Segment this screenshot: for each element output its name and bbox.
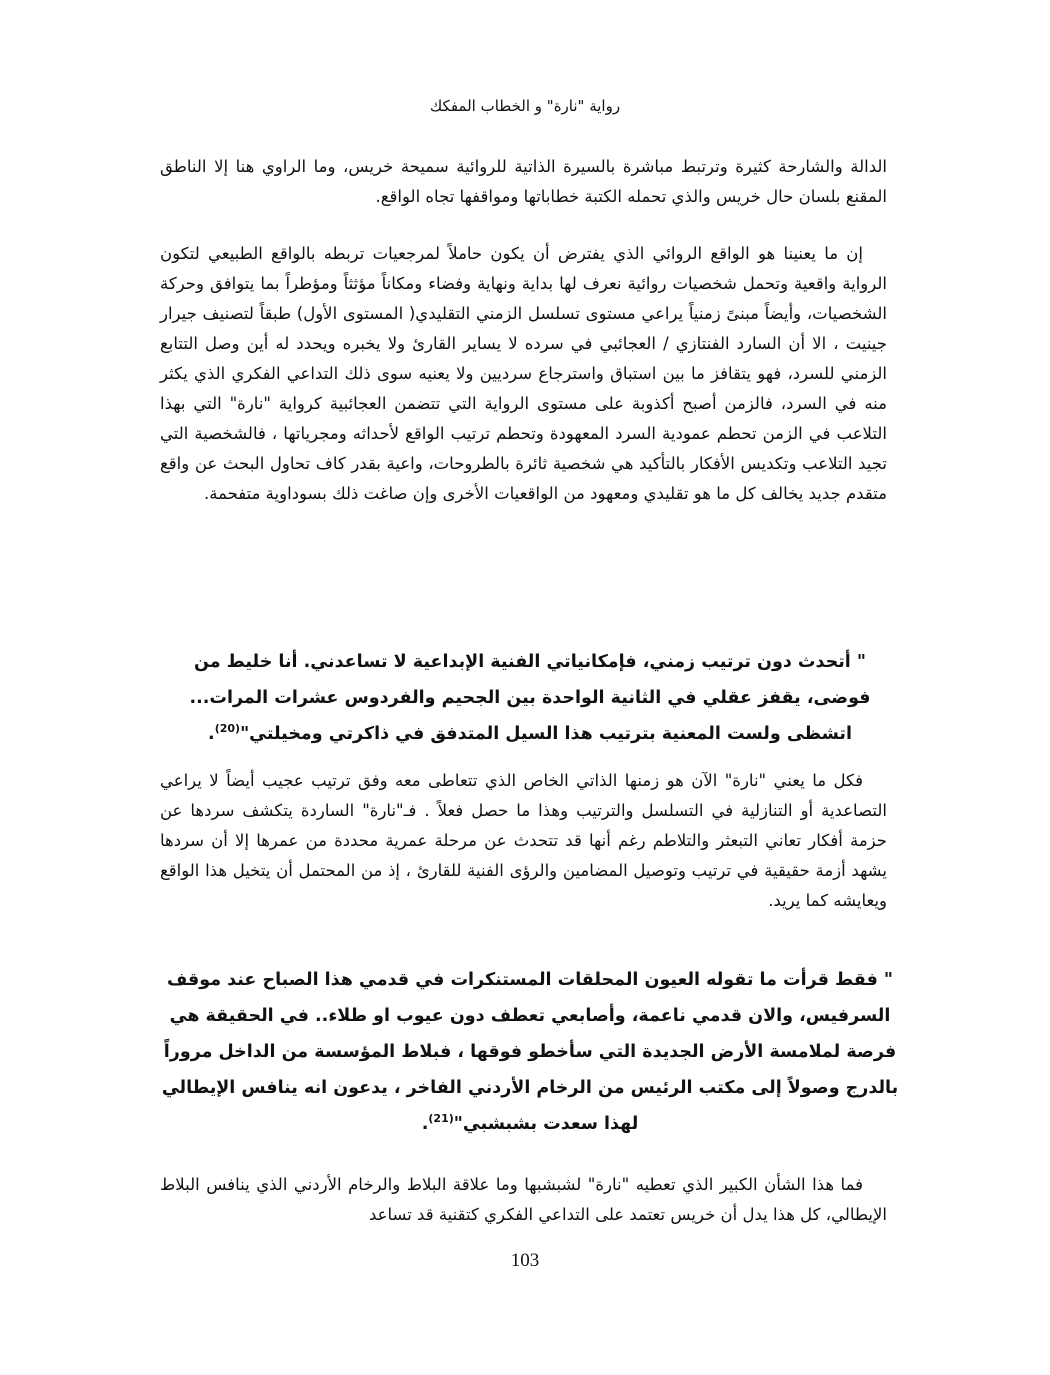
paragraph-block-1 (160, 152, 887, 212)
quote-end-mark: . (208, 724, 215, 744)
footnote-ref-20: (20) (214, 722, 241, 736)
quote-end-mark: . (421, 1114, 429, 1134)
block-quote-20 (160, 644, 900, 752)
paragraph-block-4 (160, 1170, 887, 1230)
page-number: 103 (510, 1250, 540, 1271)
paragraph-continued: الدالة والشارحة كثيرة وترتبط مباشرة بالسيرة الذاتية للروائية سميحة خريس، وما الراوي هنا إلا الناطق المقنع بلسان حال خريس والذي تحمله الكتبة خطاباتها ومواقفها تجاه الواقع. (160, 157, 887, 206)
quote-text: " أتحدث دون ترتيب زمني، فإمكانياتي الفنية الإبداعية لا تساعدني. أنا خليط من فوضى، يقفز عقلي في الثانية الواحدة بين الجحيم والفردوس عشرات المرات... اتشظى ولست المعنية بترتيب هذا السيل المتدفق في ذاكرتي ومخيلتي" (189, 652, 871, 744)
paragraph: إن ما يعنينا هو الواقع الروائي الذي يفترض أن يكون حاملاً لمرجعيات تربطه بالواقع الطبيعي لتكون الرواية واقعية وتحمل شخصيات روائية نعرف لها بداية ونهاية وفضاء ومكاناً مؤثثاً ومؤطراً بما يتوافق وحركة الشخصيات، وأيضاً مبنىً زمنياً يراعي مستوى تسلسل الزمني التقليدي( المستوى الأول) طبقاً لتصنيف جيرار جينيت ، الا أن السارد الفنتازي / العجائبي في سرده لا يساير القارئ ولا يخبره ويحدد له أين وصل التتابع الزمني للسرد، فهو يتقافز ما بين استباق واسترجاع سرديين ولا يعنيه سوى ذلك التداعي الفكري الذي يكثر منه في السرد، فالزمن أصبح أكذوبة على مستوى الرواية التي تتضمن العجائبية كرواية "نارة" التي بهذا التلاعب في الزمن تحطم عمودية السرد المعهودة وتحطم ترتيب الواقع لأحداثه ومجرياتها ، فالشخصية التي تجيد التلاعب وتكديس الأفكار بالتأكيد هي شخصية ثائرة بالطروحات، واعية بقدر كاف تحاول البحث عن واقع متقدم جديد يخالف كل ما هو تقليدي ومعهود من الواقعيات الأخرى وإن صاغت ذلك بسوداوية متفحمة. (160, 244, 887, 503)
footnote-ref-21: (21) (428, 1112, 454, 1126)
quote-text: " فقط قرأت ما تقوله العيون المحلقات المستنكرات في قدمي هذا الصباح عند موقف السرفيس، والان قدمي ناعمة، وأصابعي تعطف دون عيوب او طلاء.. في الحقيقة هي فرصة لملامسة الأرض الجديدة التي سأخطو فوقها ، فبلاط المؤسسة من الداخل مروراً بالدرج وصولاً إلى مكتب الرئيس من الرخام الأردني الفاخر ، يدعون انه ينافس الإيطالي لهذا سعدت بشبشبي" (161, 970, 899, 1134)
running-header: رواية "نارة" و الخطاب المفكك (429, 97, 621, 115)
paragraph-block-2 (160, 239, 887, 509)
paragraph: فما هذا الشأن الكبير الذي تعطيه "نارة" لشبشبها وما علاقة البلاط والرخام الأردني الذي ينافس البلاط الإيطالي، كل هذا يدل أن خريس تعتمد على التداعي الفكري كتقنية قد تساعد (160, 1175, 887, 1224)
paragraph-block-3 (160, 766, 887, 916)
block-quote-21 (160, 962, 900, 1142)
paragraph: فكل ما يعني "نارة" الآن هو زمنها الذاتي الخاص الذي تتعاطى معه وفق ترتيب عجيب أيضاً لا يراعي التصاعدية أو التنازلية في التسلسل والترتيب وهذا ما حصل فعلاً . فـ"نارة" الساردة يتكشف سردها عن حزمة أفكار تعاني التبعثر والتلاطم رغم أنها قد تتحدث عن مرحلة عمرية محددة من عمرها إلا أن سردها يشهد أزمة حقيقية في ترتيب وتوصيل المضامين والرؤى الفنية للقارئ ، إذ من المحتمل أن يتخيل هذا الواقع ويعايشه كما يريد. (160, 771, 887, 910)
